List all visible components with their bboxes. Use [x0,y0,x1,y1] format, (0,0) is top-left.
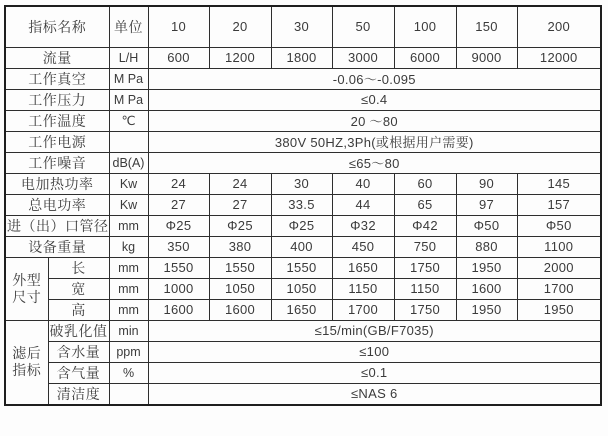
row-cleanliness [5,383,601,405]
cell-value: 1000 [148,278,209,299]
row-flow [5,47,601,68]
cell-value: 1700 [517,278,601,299]
cell-value: 24 [209,173,271,194]
cell-value: 9000 [456,47,517,68]
cell-value: 6000 [394,47,456,68]
row-unit-power-supply [109,131,148,152]
row-pipe-diameter [5,215,601,236]
cell-value: 1950 [456,257,517,278]
row-working-vacuum [5,68,601,89]
cell-value: 880 [456,236,517,257]
cell-value: 1150 [394,278,456,299]
header-model-100: 100 [394,6,456,47]
cell-value: 12000 [517,47,601,68]
cell-value: 400 [271,236,332,257]
row-label-power-supply: 工作电源 [5,131,109,152]
row-gas-content [5,362,601,383]
cell-value: 1750 [394,257,456,278]
cell-value: 1600 [456,278,517,299]
row-length [5,257,601,278]
cell-value: 30 [271,173,332,194]
row-height [5,299,601,320]
row-unit-height: mm [109,299,148,320]
row-label-working-vacuum: 工作真空 [5,68,109,89]
row-unit-length: mm [109,257,148,278]
cell-value: 27 [209,194,271,215]
header-unit: 单位 [109,6,148,47]
row-unit-gas-content: % [109,362,148,383]
cell-value: 44 [332,194,394,215]
row-unit-working-temperature: ℃ [109,110,148,131]
row-label-cleanliness: 清洁度 [48,383,109,405]
cell-value: Φ50 [456,215,517,236]
cell-value: 1600 [148,299,209,320]
row-unit-cleanliness [109,383,148,405]
cell-value: 1650 [332,257,394,278]
row-unit-demulsification: min [109,320,148,341]
row-unit-total-power: Kw [109,194,148,215]
row-unit-flow: L/H [109,47,148,68]
cell-value: 1950 [517,299,601,320]
header-model-50: 50 [332,6,394,47]
cell-value: 1100 [517,236,601,257]
row-equipment-weight [5,236,601,257]
row-unit-noise: dB(A) [109,152,148,173]
cell-merged-value: ≤100 [148,341,601,362]
header-row [5,6,601,47]
row-heating-power [5,173,601,194]
row-water-content [5,341,601,362]
row-label-height: 高 [48,299,109,320]
cell-value: 450 [332,236,394,257]
header-indicator-name: 指标名称 [5,6,109,47]
row-label-flow: 流量 [5,47,109,68]
row-power-supply [5,131,601,152]
cell-value: 1750 [394,299,456,320]
cell-value: Φ32 [332,215,394,236]
row-label-working-pressure: 工作压力 [5,89,109,110]
row-working-pressure [5,89,601,110]
row-label-water-content: 含水量 [48,341,109,362]
cell-value: 1600 [209,299,271,320]
row-label-demulsification: 破乳化值 [48,320,109,341]
row-label-equipment-weight: 设备重量 [5,236,109,257]
cell-value: 1550 [148,257,209,278]
cell-merged-value: ≤0.4 [148,89,601,110]
cell-value: 1050 [209,278,271,299]
row-label-noise: 工作噪音 [5,152,109,173]
cell-value: Φ50 [517,215,601,236]
row-unit-pipe-diameter: mm [109,215,148,236]
row-unit-water-content: ppm [109,341,148,362]
row-label-pipe-diameter: 进（出）口管径 [5,215,109,236]
cell-value: Φ25 [271,215,332,236]
row-demulsification [5,320,601,341]
cell-value: 380 [209,236,271,257]
cell-value: 1950 [456,299,517,320]
cell-value: 60 [394,173,456,194]
row-label-working-temperature: 工作温度 [5,110,109,131]
row-label-width: 宽 [48,278,109,299]
cell-value: 2000 [517,257,601,278]
cell-value: 1050 [271,278,332,299]
cell-value: 1200 [209,47,271,68]
cell-value: 600 [148,47,209,68]
cell-value: 350 [148,236,209,257]
cell-value: Φ42 [394,215,456,236]
cell-value: 1150 [332,278,394,299]
row-width [5,278,601,299]
row-label-total-power: 总电功率 [5,194,109,215]
row-working-temperature [5,110,601,131]
row-unit-working-vacuum: M Pa [109,68,148,89]
cell-value: 157 [517,194,601,215]
row-label-length: 长 [48,257,109,278]
cell-merged-value: -0.06～-0.095 [148,68,601,89]
cell-merged-value: 20 ～80 [148,110,601,131]
cell-value: 33.5 [271,194,332,215]
spec-table [4,5,602,406]
group-label-filtered: 滤后指标 [5,320,48,405]
cell-value: Φ25 [209,215,271,236]
cell-value: 145 [517,173,601,194]
cell-value: 90 [456,173,517,194]
header-model-150: 150 [456,6,517,47]
cell-value: 1550 [209,257,271,278]
header-model-20: 20 [209,6,271,47]
row-total-power [5,194,601,215]
row-unit-heating-power: Kw [109,173,148,194]
cell-merged-value: ≤0.1 [148,362,601,383]
cell-value: 1550 [271,257,332,278]
header-model-10: 10 [148,6,209,47]
row-unit-equipment-weight: kg [109,236,148,257]
cell-value: 24 [148,173,209,194]
row-noise [5,152,601,173]
cell-merged-value: ≤NAS 6 [148,383,601,405]
header-model-200: 200 [517,6,601,47]
cell-value: 97 [456,194,517,215]
cell-value: 3000 [332,47,394,68]
header-model-30: 30 [271,6,332,47]
cell-merged-value: ≤65～80 [148,152,601,173]
cell-merged-value: 380V 50HZ,3Ph(或根据用户需要) [148,131,601,152]
cell-value: 1800 [271,47,332,68]
cell-value: 27 [148,194,209,215]
cell-value: 65 [394,194,456,215]
cell-value: 1650 [271,299,332,320]
row-label-heating-power: 电加热功率 [5,173,109,194]
cell-value: Φ25 [148,215,209,236]
cell-value: 40 [332,173,394,194]
group-label-dimensions: 外型尺寸 [5,257,48,320]
row-unit-working-pressure: M Pa [109,89,148,110]
row-label-gas-content: 含气量 [48,362,109,383]
cell-value: 1700 [332,299,394,320]
cell-merged-value: ≤15/min(GB/F7035) [148,320,601,341]
row-unit-width: mm [109,278,148,299]
cell-value: 750 [394,236,456,257]
